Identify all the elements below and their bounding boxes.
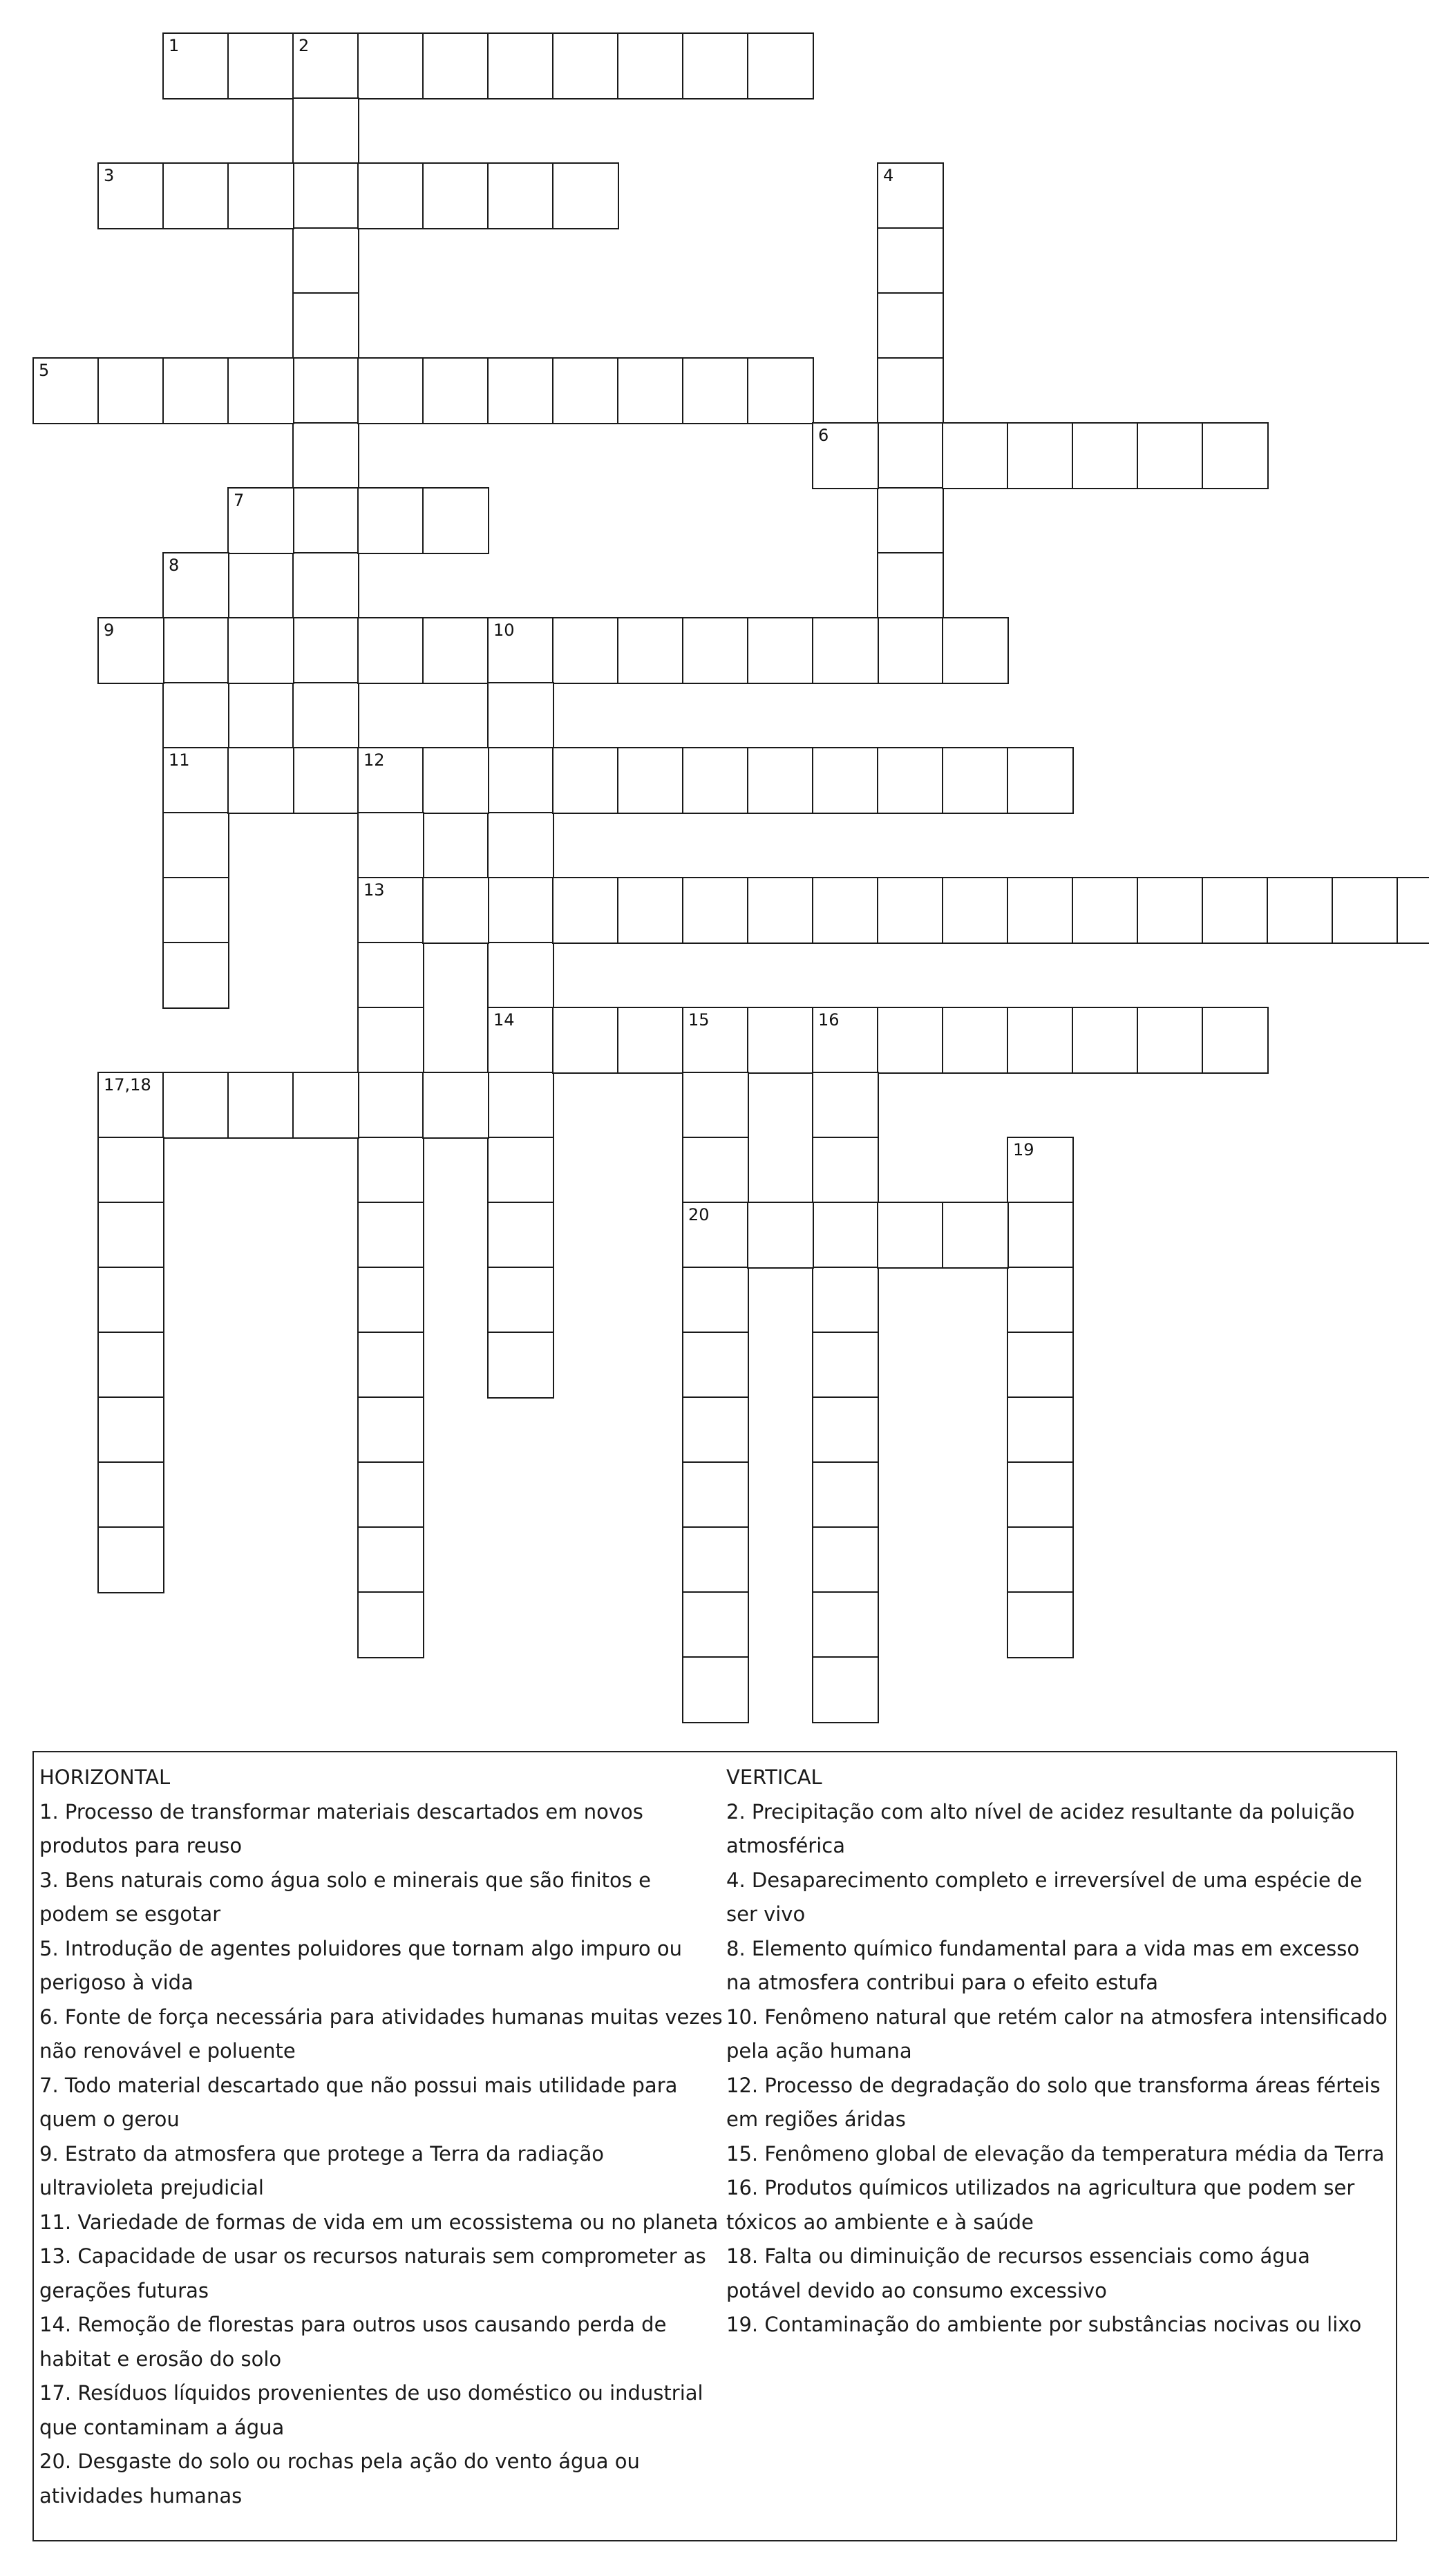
crossword-cell[interactable] bbox=[682, 617, 749, 684]
clue-number: 17,18 bbox=[104, 1075, 151, 1095]
crossword-cell[interactable] bbox=[682, 1396, 749, 1464]
crossword-cell[interactable] bbox=[812, 877, 879, 944]
crossword-cell[interactable] bbox=[877, 227, 944, 294]
clue-number: 2 bbox=[299, 36, 310, 55]
crossword-cell[interactable] bbox=[877, 292, 944, 359]
clue-h-13: 13. Capacidade de usar os recursos naturais sem comprometer as gerações futuras bbox=[39, 2244, 706, 2302]
vertical-title: VERTICAL bbox=[726, 1765, 822, 1789]
crossword-cell[interactable] bbox=[162, 357, 229, 424]
crossword-cell[interactable] bbox=[292, 357, 359, 424]
crossword-cell[interactable] bbox=[97, 1461, 164, 1528]
crossword-cell[interactable] bbox=[357, 747, 424, 814]
crossword-cell[interactable] bbox=[747, 1202, 814, 1269]
clue-number: 14 bbox=[493, 1010, 515, 1030]
crossword-cell[interactable] bbox=[1267, 877, 1334, 944]
crossword-cell[interactable] bbox=[487, 162, 554, 229]
clue-number: 10 bbox=[493, 621, 515, 640]
crossword-cell[interactable] bbox=[357, 162, 424, 229]
crossword-cell[interactable] bbox=[552, 1007, 619, 1074]
crossword-cell[interactable] bbox=[682, 1202, 749, 1269]
crossword-cell[interactable] bbox=[292, 487, 359, 554]
crossword-cell[interactable] bbox=[422, 617, 489, 684]
crossword-cell[interactable] bbox=[682, 1591, 749, 1658]
vertical-clues bbox=[726, 1761, 1390, 2342]
crossword-cell[interactable] bbox=[422, 1072, 489, 1139]
crossword-cell[interactable] bbox=[487, 1137, 554, 1204]
crossword-cell[interactable] bbox=[812, 1461, 879, 1528]
clue-v-10: 10. Fenômeno natural que retém calor na atmosfera intensificado pela ação humana bbox=[726, 2005, 1388, 2063]
crossword-cell[interactable] bbox=[227, 617, 294, 684]
crossword-cell[interactable] bbox=[162, 162, 229, 229]
crossword-cell[interactable] bbox=[747, 747, 814, 814]
crossword-cell[interactable] bbox=[292, 422, 359, 489]
crossword-cell[interactable] bbox=[877, 1007, 944, 1074]
crossword-cell[interactable] bbox=[552, 617, 619, 684]
clue-h-6: 6. Fonte de força necessária para atividades humanas muitas vezes não renovável e poluente bbox=[39, 2005, 723, 2063]
crossword-cell[interactable] bbox=[812, 617, 879, 684]
crossword-cell[interactable] bbox=[1007, 422, 1074, 489]
crossword-cell[interactable] bbox=[812, 422, 879, 489]
crossword-cell[interactable] bbox=[357, 1007, 424, 1074]
crossword-cell[interactable] bbox=[877, 552, 944, 619]
crossword-cell[interactable] bbox=[357, 1137, 424, 1204]
crossword-cell[interactable] bbox=[357, 1072, 424, 1139]
crossword-cell[interactable] bbox=[97, 1396, 164, 1464]
clue-v-19: 19. Contaminação do ambiente por substâncias nocivas ou lixo bbox=[726, 2313, 1362, 2336]
clue-v-12: 12. Processo de degradação do solo que transforma áreas férteis em regiões áridas bbox=[726, 2073, 1381, 2131]
crossword-cell[interactable] bbox=[747, 32, 814, 100]
crossword-cell[interactable] bbox=[162, 877, 229, 944]
crossword-cell[interactable] bbox=[682, 1137, 749, 1204]
crossword-cell[interactable] bbox=[227, 162, 294, 229]
crossword-cell[interactable] bbox=[292, 32, 359, 100]
crossword-cell[interactable] bbox=[1007, 1267, 1074, 1334]
crossword-cell[interactable] bbox=[97, 1332, 164, 1399]
crossword-cell[interactable] bbox=[812, 1202, 879, 1269]
crossword-cell[interactable] bbox=[292, 292, 359, 359]
clue-v-4: 4. Desaparecimento completo e irreversível de uma espécie de ser vivo bbox=[726, 1868, 1363, 1926]
clue-number: 5 bbox=[39, 361, 50, 380]
crossword-cell[interactable] bbox=[292, 747, 359, 814]
crossword-cell[interactable] bbox=[292, 617, 359, 684]
crossword-cell[interactable] bbox=[682, 1461, 749, 1528]
crossword-cell[interactable] bbox=[292, 162, 359, 229]
crossword-cell[interactable] bbox=[1007, 1591, 1074, 1658]
crossword-cell[interactable] bbox=[617, 357, 684, 424]
clue-number: 6 bbox=[818, 426, 829, 445]
clue-number: 16 bbox=[818, 1010, 840, 1030]
clue-number: 1 bbox=[169, 36, 180, 55]
crossword-cell[interactable] bbox=[162, 552, 229, 619]
crossword-cell[interactable] bbox=[747, 1007, 814, 1074]
crossword-cell[interactable] bbox=[227, 357, 294, 424]
crossword-cell[interactable] bbox=[422, 487, 489, 554]
crossword-cell[interactable] bbox=[617, 617, 684, 684]
crossword-cell[interactable] bbox=[877, 357, 944, 424]
clue-h-17: 17. Resíduos líquidos provenientes de uso doméstico ou industrial que contaminam a água bbox=[39, 2381, 703, 2439]
crossword-cell[interactable] bbox=[97, 1526, 164, 1593]
crossword-cell[interactable] bbox=[1072, 1007, 1139, 1074]
crossword-cell[interactable] bbox=[877, 877, 944, 944]
crossword-cell[interactable] bbox=[942, 877, 1009, 944]
crossword-cell[interactable] bbox=[1072, 877, 1139, 944]
clue-number: 13 bbox=[363, 880, 385, 900]
crossword-cell[interactable] bbox=[357, 942, 424, 1009]
crossword-cell[interactable] bbox=[682, 1526, 749, 1593]
crossword-cell[interactable] bbox=[1137, 422, 1204, 489]
crossword-cell[interactable] bbox=[162, 942, 229, 1009]
crossword-cell[interactable] bbox=[162, 617, 229, 684]
crossword-cell[interactable] bbox=[877, 162, 944, 229]
clue-v-8: 8. Elemento químico fundamental para a vida mas em excesso na atmosfera contribui para o efeito estufa bbox=[726, 1936, 1360, 1994]
crossword-cell[interactable] bbox=[487, 357, 554, 424]
crossword-cell[interactable] bbox=[97, 1267, 164, 1334]
crossword-cell[interactable] bbox=[1007, 877, 1074, 944]
crossword-cell[interactable] bbox=[422, 747, 489, 814]
crossword-cell[interactable] bbox=[1332, 877, 1399, 944]
clue-number: 9 bbox=[104, 621, 115, 640]
crossword-cell[interactable] bbox=[357, 32, 424, 100]
crossword-cell[interactable] bbox=[812, 1591, 879, 1658]
crossword-cell[interactable] bbox=[227, 1072, 294, 1139]
crossword-cell[interactable] bbox=[552, 162, 619, 229]
crossword-cell[interactable] bbox=[487, 682, 554, 749]
crossword-cell[interactable] bbox=[812, 1072, 879, 1139]
crossword-cell[interactable] bbox=[357, 812, 424, 879]
crossword-cell[interactable] bbox=[552, 357, 619, 424]
crossword-cell[interactable] bbox=[877, 1202, 944, 1269]
crossword-cell[interactable] bbox=[487, 32, 554, 100]
crossword-cell[interactable] bbox=[422, 357, 489, 424]
crossword-cell[interactable] bbox=[292, 227, 359, 294]
crossword-cell[interactable] bbox=[877, 487, 944, 554]
crossword-cell[interactable] bbox=[487, 877, 554, 944]
crossword-cell[interactable] bbox=[682, 1072, 749, 1139]
crossword-cell[interactable] bbox=[487, 942, 554, 1009]
horizontal-clues bbox=[39, 1761, 723, 2513]
clue-number: 3 bbox=[104, 166, 115, 185]
clue-number: 12 bbox=[363, 750, 385, 770]
crossword-cell[interactable] bbox=[552, 877, 619, 944]
crossword-cell[interactable] bbox=[1072, 422, 1139, 489]
clue-number: 19 bbox=[1013, 1140, 1034, 1159]
crossword-cell[interactable] bbox=[1202, 1007, 1269, 1074]
crossword-cell[interactable] bbox=[682, 1007, 749, 1074]
clue-number: 4 bbox=[883, 166, 894, 185]
crossword-cell[interactable] bbox=[877, 617, 944, 684]
crossword-cell[interactable] bbox=[292, 682, 359, 749]
crossword-cell[interactable] bbox=[812, 1656, 879, 1723]
crossword-cell[interactable] bbox=[1137, 877, 1204, 944]
clue-h-3: 3. Bens naturais como água solo e minerais que são finitos e podem se esgotar bbox=[39, 1868, 651, 1926]
crossword-cell[interactable] bbox=[1007, 1007, 1074, 1074]
crossword-cell[interactable] bbox=[487, 617, 554, 684]
crossword-cell[interactable] bbox=[1007, 1396, 1074, 1464]
crossword-cell[interactable] bbox=[682, 1656, 749, 1723]
crossword-cell[interactable] bbox=[357, 487, 424, 554]
crossword-cell[interactable] bbox=[682, 1332, 749, 1399]
crossword-cell[interactable] bbox=[97, 1202, 164, 1269]
crossword-cell[interactable] bbox=[422, 162, 489, 229]
crossword-cell[interactable] bbox=[227, 487, 294, 554]
clue-h-5: 5. Introdução de agentes poluidores que tornam algo impuro ou perigoso à vida bbox=[39, 1936, 682, 1994]
crossword-cell[interactable] bbox=[292, 1072, 359, 1139]
crossword-cell[interactable] bbox=[682, 877, 749, 944]
crossword-cell[interactable] bbox=[747, 877, 814, 944]
crossword-cell[interactable] bbox=[162, 747, 229, 814]
crossword-cell[interactable] bbox=[357, 1267, 424, 1334]
crossword-cell[interactable] bbox=[682, 357, 749, 424]
crossword-cell[interactable] bbox=[1202, 877, 1269, 944]
clue-h-1: 1. Processo de transformar materiais descartados em novos produtos para reuso bbox=[39, 1799, 643, 1857]
crossword-cell[interactable] bbox=[617, 32, 684, 100]
crossword-cell[interactable] bbox=[877, 747, 944, 814]
crossword-cell[interactable] bbox=[552, 747, 619, 814]
crossword-cell[interactable] bbox=[357, 877, 424, 944]
horizontal-title: HORIZONTAL bbox=[39, 1765, 171, 1789]
clue-h-20: 20. Desgaste do solo ou rochas pela ação do vento água ou atividades humanas bbox=[39, 2450, 640, 2508]
crossword-cell[interactable] bbox=[487, 812, 554, 879]
crossword-cell[interactable] bbox=[747, 357, 814, 424]
clue-h-14: 14. Remoção de florestas para outros usos causando perda de habitat e erosão do solo bbox=[39, 2313, 667, 2371]
crossword-cell[interactable] bbox=[1007, 747, 1074, 814]
clue-v-2: 2. Precipitação com alto nível de acidez resultante da poluição atmosférica bbox=[726, 1799, 1355, 1857]
crossword-cell[interactable] bbox=[812, 1332, 879, 1399]
crossword-cell[interactable] bbox=[487, 1072, 554, 1139]
crossword-cell[interactable] bbox=[617, 747, 684, 814]
crossword-cell[interactable] bbox=[812, 1007, 879, 1074]
crossword-cell[interactable] bbox=[682, 32, 749, 100]
crossword-cell[interactable] bbox=[942, 1202, 1009, 1269]
crossword-cell[interactable] bbox=[487, 1267, 554, 1334]
crossword-cell[interactable] bbox=[227, 32, 294, 100]
clues-box bbox=[32, 1751, 1397, 2541]
crossword-cell[interactable] bbox=[487, 747, 554, 814]
crossword-cell[interactable] bbox=[292, 552, 359, 619]
crossword-cell[interactable] bbox=[97, 162, 164, 229]
crossword-cell[interactable] bbox=[682, 1267, 749, 1334]
crossword-cell[interactable] bbox=[812, 1396, 879, 1464]
clue-v-15: 15. Fenômeno global de elevação da temperatura média da Terra bbox=[726, 2141, 1385, 2166]
crossword-cell[interactable] bbox=[942, 617, 1009, 684]
crossword-cell[interactable] bbox=[942, 747, 1009, 814]
crossword-cell[interactable] bbox=[1007, 1202, 1074, 1269]
crossword-cell[interactable] bbox=[812, 1137, 879, 1204]
crossword-cell[interactable] bbox=[357, 357, 424, 424]
crossword-cell[interactable] bbox=[1397, 877, 1429, 944]
crossword-cell[interactable] bbox=[487, 1202, 554, 1269]
clue-number: 15 bbox=[688, 1010, 710, 1030]
crossword-cell[interactable] bbox=[1137, 1007, 1204, 1074]
crossword-cell[interactable] bbox=[357, 617, 424, 684]
crossword-cell[interactable] bbox=[227, 747, 294, 814]
crossword-cell[interactable] bbox=[1007, 1332, 1074, 1399]
crossword-cell[interactable] bbox=[162, 812, 229, 879]
crossword-cell[interactable] bbox=[1202, 422, 1269, 489]
crossword-cell[interactable] bbox=[357, 1526, 424, 1593]
clue-v-16: 16. Produtos químicos utilizados na agricultura que podem ser tóxicos ao ambiente e à saúde bbox=[726, 2176, 1355, 2234]
crossword-cell[interactable] bbox=[97, 357, 164, 424]
crossword-cell[interactable] bbox=[617, 877, 684, 944]
clue-v-18: 18. Falta ou diminuição de recursos essenciais como água potável devido ao consumo excessivo bbox=[726, 2244, 1310, 2302]
crossword-cell[interactable] bbox=[357, 1461, 424, 1528]
crossword-cell[interactable] bbox=[357, 1591, 424, 1658]
clue-number: 20 bbox=[688, 1205, 710, 1224]
clue-h-7: 7. Todo material descartado que não possui mais utilidade para quem o gerou bbox=[39, 2073, 678, 2131]
crossword-cell[interactable] bbox=[97, 1137, 164, 1204]
crossword-cell[interactable] bbox=[812, 1526, 879, 1593]
crossword-cell[interactable] bbox=[422, 877, 489, 944]
crossword-cell[interactable] bbox=[942, 422, 1009, 489]
clue-h-11: 11. Variedade de formas de vida em um ecossistema ou no planeta bbox=[39, 2210, 719, 2234]
crossword-cell[interactable] bbox=[682, 747, 749, 814]
clue-number: 8 bbox=[169, 556, 180, 575]
crossword-cell[interactable] bbox=[487, 1332, 554, 1399]
crossword-cell[interactable] bbox=[812, 1267, 879, 1334]
crossword-cell[interactable] bbox=[1007, 1137, 1074, 1204]
crossword-cell[interactable] bbox=[487, 1007, 554, 1074]
crossword-cell[interactable] bbox=[942, 1007, 1009, 1074]
crossword-cell[interactable] bbox=[97, 1072, 164, 1139]
crossword-cell[interactable] bbox=[422, 32, 489, 100]
crossword-cell[interactable] bbox=[357, 1332, 424, 1399]
crossword-cell[interactable] bbox=[1007, 1526, 1074, 1593]
crossword-cell[interactable] bbox=[552, 32, 619, 100]
crossword-cell[interactable] bbox=[357, 1202, 424, 1269]
crossword-cell[interactable] bbox=[617, 1007, 684, 1074]
crossword-cell[interactable] bbox=[877, 422, 944, 489]
clue-number: 11 bbox=[169, 750, 190, 770]
crossword-cell[interactable] bbox=[747, 617, 814, 684]
crossword-cell[interactable] bbox=[32, 357, 100, 424]
crossword-cell[interactable] bbox=[292, 97, 359, 164]
clue-number: 7 bbox=[234, 491, 245, 510]
crossword-cell[interactable] bbox=[162, 1072, 229, 1139]
crossword-cell[interactable] bbox=[97, 617, 164, 684]
crossword-cell[interactable] bbox=[162, 682, 229, 749]
crossword-cell[interactable] bbox=[1007, 1461, 1074, 1528]
clue-h-9: 9. Estrato da atmosfera que protege a Terra da radiação ultravioleta prejudicial bbox=[39, 2141, 605, 2199]
crossword-cell[interactable] bbox=[357, 1396, 424, 1464]
crossword-cell[interactable] bbox=[812, 747, 879, 814]
crossword-cell[interactable] bbox=[162, 32, 229, 100]
